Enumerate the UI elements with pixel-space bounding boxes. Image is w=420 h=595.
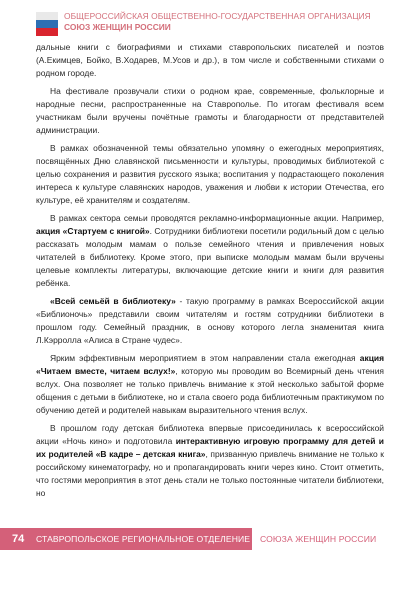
page-header [36,10,416,38]
bold-phrase: интерактивную игровую программу для детей и их родителей «В кадре – детская книга» [36,436,384,460]
paragraph-1: дальные книги с биографиями и стихами ставропольских писателей и поэтов (А.Екимцев, Бойко, В.Ходарев, М.Усов и др.), в том числе и собственными стихами о родном городе. [36,42,384,78]
russian-flag-icon [36,12,58,36]
paragraph-5: «Всей семьёй в библиотеку» - такую программу в рамках Всероссийской акции «Библионочь» представили своим читателям и гостям сотрудники библиотеки в прошлом году. Семейный праздник, в основу которого легла знаменитая книга Л.Кэрролла «Алиса в Стране чудес». [36,296,384,346]
paragraph-3: В рамках обозначенной темы обязательно упомяну о ежегодных мероприятиях, посвящённых Дню славянской письменности и культуры, проводимых библиотекой с целью сохранения и развития русского языка; воспитания у подрастающего поколения интереса к культуре славянских народов, уважения и любви к истории Отечества, его культуре, её хранителям и создателям. [36,143,384,205]
paragraph-6: Ярким эффективным мероприятием в этом направлении стала ежегодная акция «Читаем вместе, читаем вслух!», которую мы проводим во Всемирный день чтения вслух. Она позволяет не только привлечь внимание к этой несколько забытой форме общения с детьми в библиотеке, но и стала своего рода библиотечным практикумом по обучению детей и родителей навыкам выразительного чтения вслух. [36,353,384,416]
page-number: 74 [12,533,25,545]
page-footer [0,528,420,550]
org-name-line2: СОЮЗ ЖЕНЩИН РОССИИ [64,22,171,32]
paragraph-2: На фестивале прозвучали стихи о родном крае, современные, фольклорные и народные песни, распространенные на Ставрополье. По итогам фестиваля всем участникам были вручены почётные грамоты и благодарности от представителей администрации. [36,86,384,135]
bold-phrase: акция «Стартуем с книгой» [36,226,150,237]
article-body [36,41,384,505]
organization-name [64,11,420,33]
org-name-line1: ОБЩЕРОССИЙСКАЯ ОБЩЕСТВЕННО-ГОСУДАРСТВЕННАЯ ОРГАНИЗАЦИЯ [64,11,371,21]
paragraph-7: В прошлом году детская библиотека впервые присоединилась к всероссийской акции «Ночь кино» и подготовила интерактивную игровую программу для детей и их родителей «В кадре – детская книга», призванную привлечь внимание не только к российскому кинематографу, но и пропагандировать книги через кино. Стоит отметить, что гостями мероприятия в этот день стали не только постоянные читатели библиотеки, но [36,423,384,498]
bold-phrase: акция «Читаем вместе, читаем вслух!» [36,353,384,377]
footer-department: СТАВРОПОЛЬСКОЕ РЕГИОНАЛЬНОЕ ОТДЕЛЕНИЕ [36,534,251,544]
footer-organization: СОЮЗА ЖЕНЩИН РОССИИ [260,534,377,544]
paragraph-4: В рамках сектора семьи проводятся рекламно-информационные акции. Например, акция «Стартуем с книгой». Сотрудники библиотеки посетили родильный дом с целью рассказать молодым мамам о пользе семейного чтения и привлечения новых читателей в библиотеку. Кроме этого, при выписке молодым мамам были вручены целевые комплекты литературы, включающие детские книги и книги для развития ребёнка. [36,213,384,288]
bold-phrase: «Всей семьёй в библиотеку» [50,296,176,307]
